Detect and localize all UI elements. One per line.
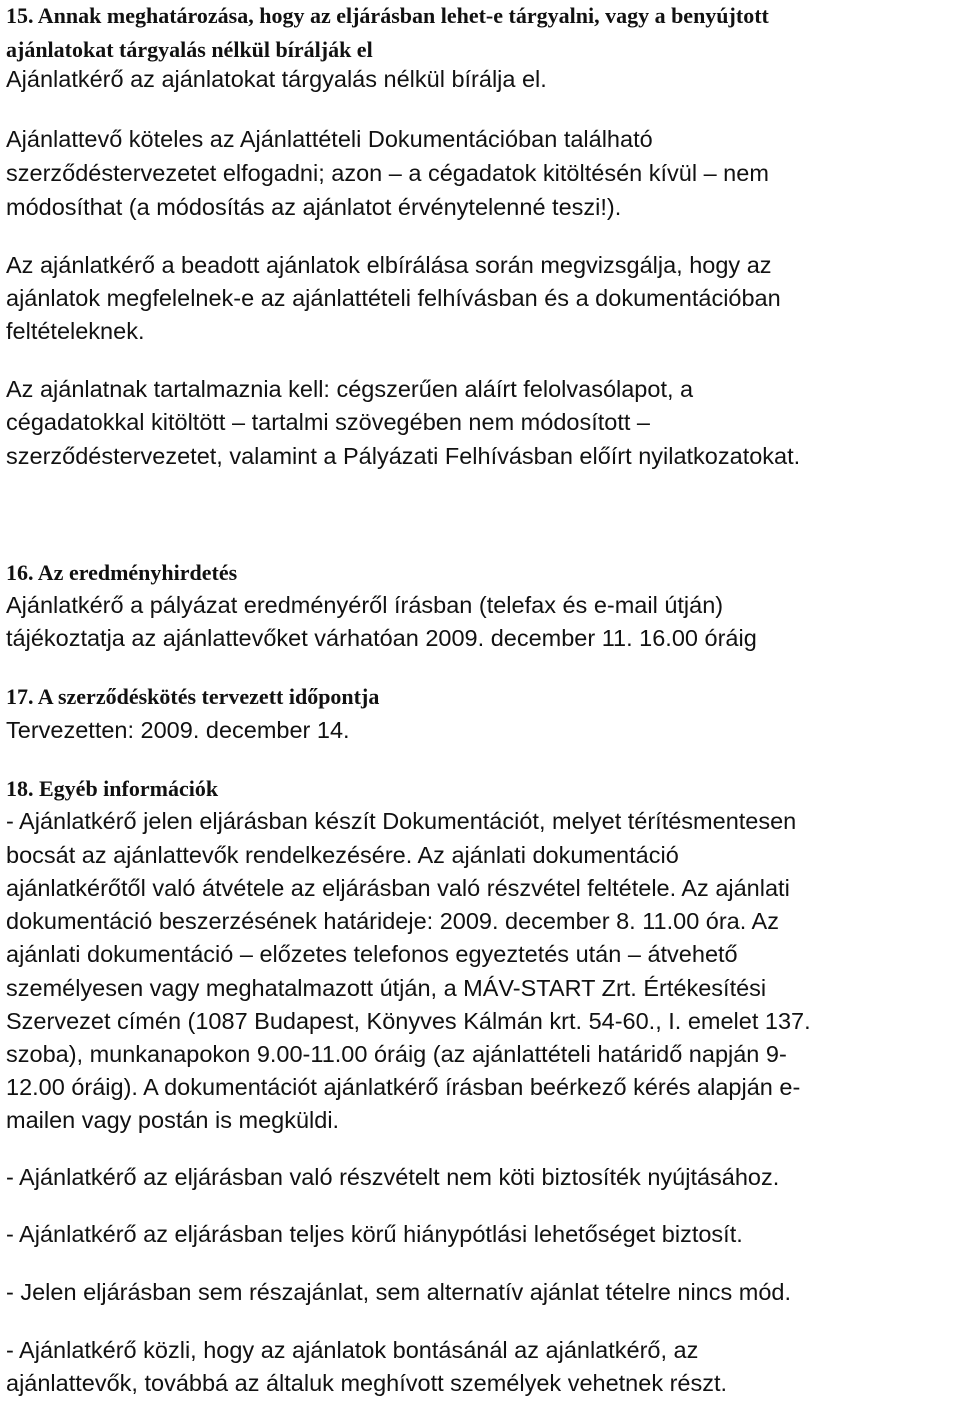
section-18-number: 18. [6,776,34,801]
section-18-paragraph-4-line: - Jelen eljárásban sem részajánlat, sem alternatív ajánlat tételre nincs mód. [6,1279,792,1305]
section-15-paragraph-3-line: ajánlatok megfelelnek-e az ajánlattételi felhívásban és a dokumentációban [6,285,781,311]
section-15-paragraph-3-line: Az ajánlatkérő a beadott ajánlatok elbírálása során megvizsgálja, hogy az [6,252,772,278]
section-17-number: 17. [6,684,34,709]
section-15-heading-line-2: ajánlatokat tárgyalás nélkül bírálják el [6,37,373,62]
section-15-paragraph-4-line: Az ajánlatnak tartalmaznia kell: cégszerűen aláírt felolvasólapot, a [6,376,694,402]
section-18-paragraph-1-line: mailen vagy postán is megküldi. [6,1107,340,1133]
section-15-paragraph-2-line: módosíthat (a módosítás az ajánlatot érvénytelenné teszi!). [6,194,622,220]
section-16-line: tájékoztatja az ajánlattevőket várhatóan 2009. december 11. 16.00 óráig [6,625,757,651]
section-16-line: Ajánlatkérő a pályázat eredményéről írásban (telefax és e-mail útján) [6,592,724,618]
section-18-paragraph-1-line: ajánlati dokumentáció – előzetes telefonos egyeztetés után – átvehető [6,941,738,967]
section-18-paragraph-1-line: szoba), munkanapokon 9.00-11.00 óráig (az ajánlattételi határidő napján 9- [6,1041,787,1067]
section-15-paragraph-2-line: Ajánlattevő köteles az Ajánlattételi Dokumentációban található [6,126,653,152]
section-18-paragraph-1-line: Szervezet címén (1087 Budapest, Könyves Kálmán krt. 54-60., I. emelet 137. [6,1008,811,1034]
section-18-paragraph-1-line: személyesen vagy meghatalmazott útján, a MÁV-START Zrt. Értékesítési [6,975,767,1001]
section-18-paragraph-1-line: - Ajánlatkérő jelen eljárásban készít Dokumentációt, melyet térítésmentesen [6,808,797,834]
section-15-heading-line-1: 15. Annak meghatározása, hogy az eljárásban lehet-e tárgyalni, vagy a benyújtott [6,3,769,28]
section-16-heading [6,559,237,587]
section-18-paragraph-1-line: 12.00 óráig). A dokumentációt ajánlatkérő írásban beérkező kérés alapján e- [6,1074,801,1100]
section-18-paragraph-5-line: ajánlattevők, továbbá az általuk meghívott személyek vehetnek részt. [6,1370,728,1396]
section-17-line: Tervezetten: 2009. december 14. [6,717,350,743]
section-16-number: 16. [6,560,34,585]
section-16-title: Az eredményhirdetés [37,560,238,585]
section-18-paragraph-1-line: dokumentáció beszerzésének határideje: 2009. december 8. 11.00 óra. Az [6,908,779,934]
section-18-paragraph-3-line: - Ajánlatkérő az eljárásban teljes körű hiánypótlási lehetőséget biztosít. [6,1221,743,1247]
section-18-paragraph-5-line: - Ajánlatkérő közli, hogy az ajánlatok bontásánál az ajánlatkérő, az [6,1337,699,1363]
section-17-title: A szerződéskötés tervezett időpontja [37,684,380,709]
section-15-paragraph-4-line: szerződéstervezetet, valamint a Pályázati Felhívásban előírt nyilatkozatokat. [6,443,801,469]
section-18-paragraph-2-line: - Ajánlatkérő az eljárásban való részvételt nem köti biztosíték nyújtásához. [6,1164,780,1190]
section-15-paragraph-3-line: feltételeknek. [6,318,145,344]
section-18-title: Egyéb információk [39,776,219,801]
section-18-heading [6,775,218,803]
section-15-paragraph-4-line: cégadatokkal kitöltött – tartalmi szövegében nem módosított – [6,409,650,435]
section-18-paragraph-1-line: bocsát az ajánlattevők rendelkezésére. Az ajánlati dokumentáció [6,842,679,868]
section-18-paragraph-1-line: ajánlatkérőtől való átvétele az eljárásban való részvétel feltétele. Az ajánlati [6,875,790,901]
section-15-paragraph-1-line: Ajánlatkérő az ajánlatokat tárgyalás nélkül bírálja el. [6,66,547,92]
section-17-heading [6,683,379,711]
section-15-paragraph-2-line: szerződéstervezetet elfogadni; azon – a cégadatok kitöltésén kívül – nem [6,160,769,186]
